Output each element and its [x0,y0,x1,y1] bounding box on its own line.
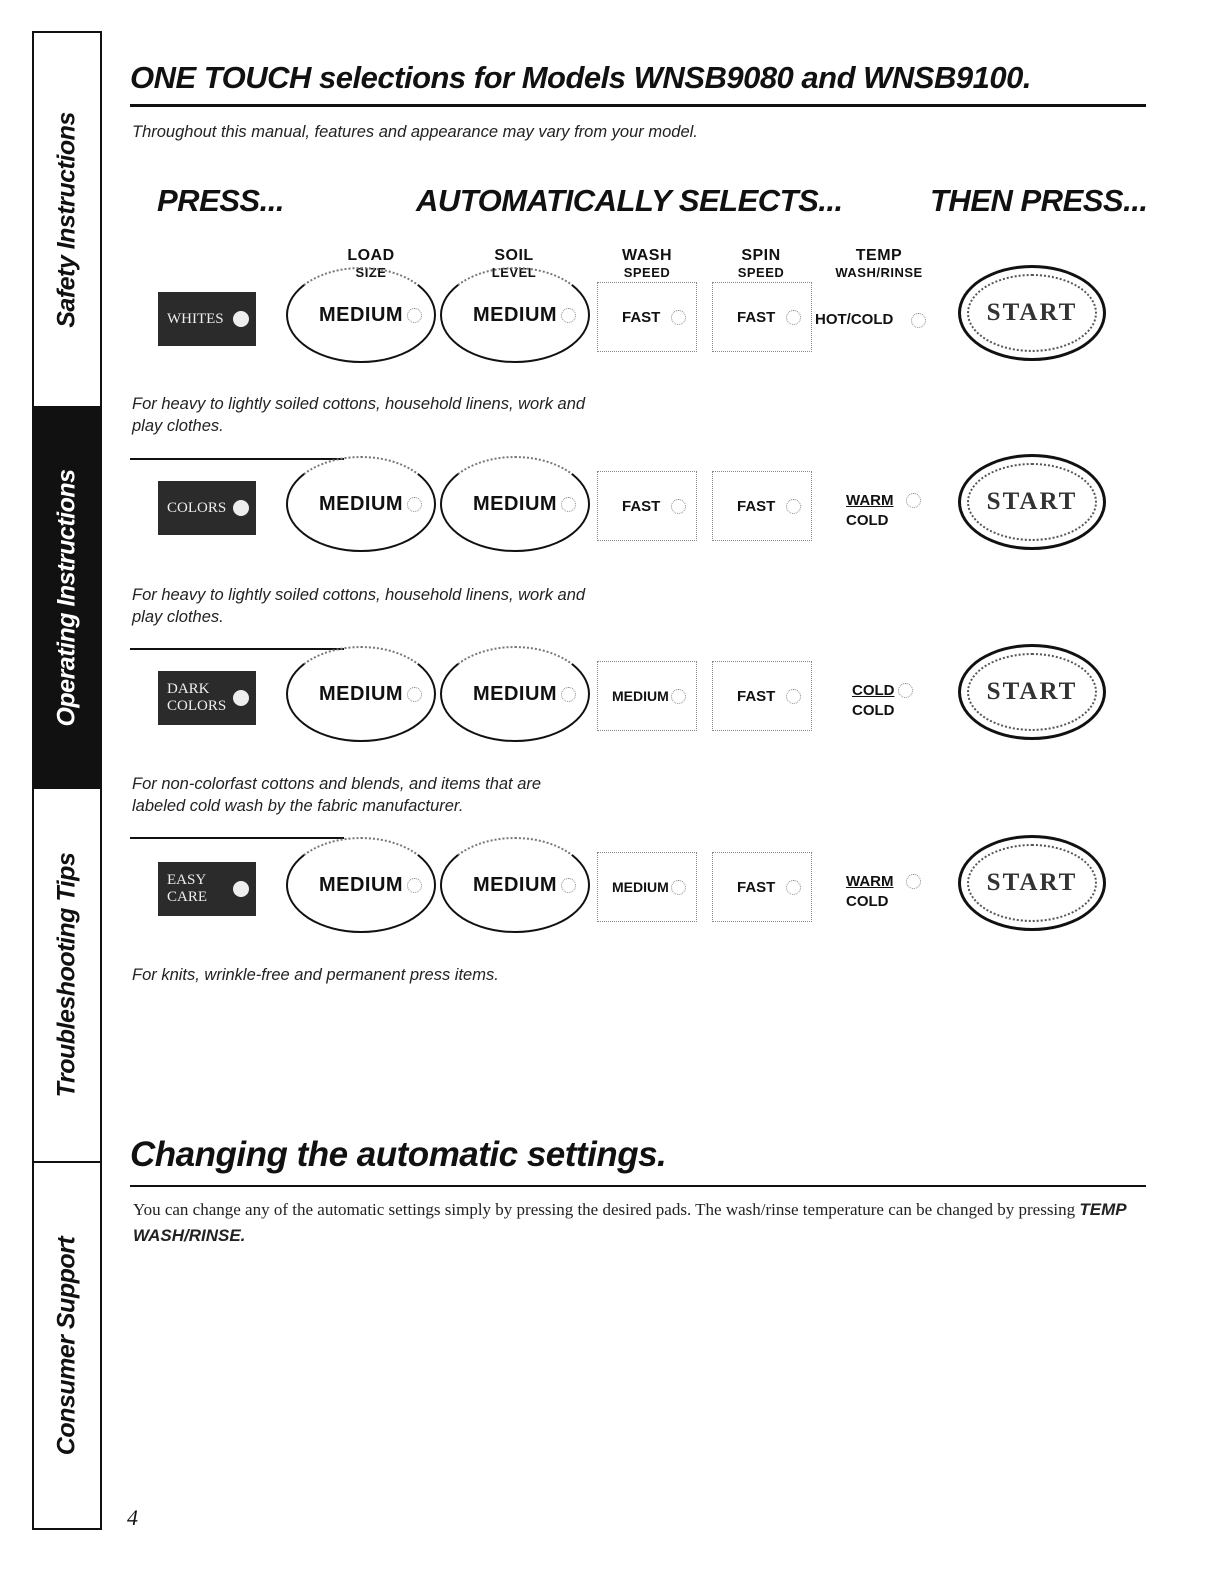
wash-speed-pad[interactable] [597,471,697,541]
cycle-button-label: WHITES [167,310,224,327]
wash-speed-pad[interactable] [597,661,697,731]
section-heading: Changing the automatic settings. [130,1135,667,1174]
indicator-light-icon [561,308,576,323]
soil-level-value: MEDIUM [472,492,558,515]
indicator-light-icon [407,497,422,512]
page-number: 4 [127,1505,138,1530]
program-description: For heavy to lightly soiled cottons, household linens, work and play clothes. [132,586,586,626]
tab-label: Operating Instructions [52,468,81,727]
indicator-light-icon [561,878,576,893]
program-row-colors [0,481,1211,671]
temp-pad[interactable] [852,681,895,721]
spin-speed-value: FAST [737,308,776,326]
soil-level-pad[interactable] [440,837,590,933]
intro-note: Throughout this manual, features and appearance may vary from your model. [132,123,698,141]
selector-label-line: LEVEL [491,265,537,280]
cycle-button-label: COLORS [167,499,227,516]
temp-pad[interactable] [815,310,893,330]
indicator-light-icon [911,313,926,328]
column-heading-press: PRESS... [157,183,284,218]
column-heading-then: THEN PRESS... [930,183,1148,218]
cycle-button-label: DARK COLORS [167,681,227,714]
tab-consumer-support[interactable] [34,1163,100,1528]
selector-label-spin-speed [724,247,798,281]
indicator-light-icon [233,311,249,327]
start-label: START [986,869,1078,896]
start-ring [967,844,1097,922]
start-button[interactable] [958,454,1106,550]
load-size-value: MEDIUM [318,873,404,896]
wash-speed-pad[interactable] [597,282,697,352]
start-label: START [986,488,1078,515]
selector-label-line: SOIL [494,247,534,264]
soil-level-pad[interactable] [440,267,590,363]
indicator-light-icon [233,500,249,516]
temp-value: COLD [846,512,889,529]
program-row-easy-care [0,862,1211,1052]
spin-speed-value: FAST [737,687,776,705]
selector-label-temp [822,247,936,281]
spin-speed-value: FAST [737,497,776,515]
row-separator [130,837,344,839]
indicator-light-icon [561,687,576,702]
section-body [133,1197,1133,1249]
selector-label-line: SIZE [355,265,387,280]
indicator-light-icon [671,499,686,514]
spin-speed-pad[interactable] [712,471,812,541]
wash-speed-value: FAST [622,497,661,515]
selector-label-line: WASH [622,247,672,264]
spin-speed-pad[interactable] [712,661,812,731]
temp-value: WARM [846,873,894,890]
soil-level-pad[interactable] [440,646,590,742]
indicator-light-icon [786,499,801,514]
indicator-light-icon [233,881,249,897]
indicator-light-icon [786,880,801,895]
indicator-light-icon [906,493,921,508]
indicator-light-icon [786,689,801,704]
wash-speed-value: FAST [622,308,661,326]
soil-level-value: MEDIUM [472,873,558,896]
start-ring [967,274,1097,352]
tab-label: Consumer Support [52,1236,81,1455]
program-description: For non-colorfast cottons and blends, and items that are labeled cold wash by the fabric manufacturer. [132,775,542,815]
start-ring [967,463,1097,541]
selector-label-line: LOAD [347,247,395,264]
temp-value: WARM [846,492,894,509]
load-size-pad[interactable] [286,456,436,552]
selector-label-line: SPEED [737,265,785,280]
start-ring [967,653,1097,731]
temp-pad[interactable] [846,872,894,912]
wash-speed-pad[interactable] [597,852,697,922]
indicator-light-icon [407,878,422,893]
selector-label-line: SPIN [741,247,781,264]
load-size-value: MEDIUM [318,682,404,705]
indicator-light-icon [671,310,686,325]
selector-label-line: WASH/RINSE [835,265,923,280]
title-rule [130,104,1146,107]
indicator-light-icon [671,880,686,895]
wash-speed-value: MEDIUM [612,688,669,704]
colors-button[interactable] [158,481,256,535]
load-size-pad[interactable] [286,837,436,933]
row-separator [130,458,344,460]
spin-speed-pad[interactable] [712,282,812,352]
indicator-light-icon [407,308,422,323]
indicator-light-icon [407,687,422,702]
tab-label: Troubleshooting Tips [52,852,81,1098]
indicator-light-icon [671,689,686,704]
wash-speed-value: MEDIUM [612,879,669,895]
program-description: For knits, wrinkle-free and permanent press items. [132,966,499,984]
soil-level-value: MEDIUM [472,682,558,705]
load-size-value: MEDIUM [318,492,404,515]
start-button[interactable] [958,265,1106,361]
temp-value: COLD [852,702,895,719]
dark-colors-button[interactable] [158,671,256,725]
program-row-dark-colors [0,671,1211,861]
row-separator [130,648,344,650]
start-label: START [986,678,1078,705]
easy-care-button[interactable] [158,862,256,916]
spin-speed-pad[interactable] [712,852,812,922]
soil-level-value: MEDIUM [472,303,558,326]
indicator-light-icon [786,310,801,325]
program-description: For heavy to lightly soiled cottons, household linens, work and play clothes. [132,395,586,435]
start-button[interactable] [958,835,1106,931]
temp-value: COLD [852,682,895,699]
selector-label-wash-speed [610,247,684,281]
column-heading-auto: AUTOMATICALLY SELECTS... [416,183,843,218]
selector-label-line: SPEED [623,265,671,280]
temp-pad[interactable] [846,491,894,531]
load-size-pad[interactable] [286,646,436,742]
indicator-light-icon [561,497,576,512]
load-size-pad[interactable] [286,267,436,363]
temp-value: COLD [846,893,889,910]
tab-label: Safety Instructions [52,111,81,328]
selector-label-line: TEMP [855,247,903,264]
temp-value: HOT/COLD [815,311,894,328]
start-label: START [986,299,1078,326]
indicator-light-icon [906,874,921,889]
body-text: You can change any of the automatic settings simply by pressing the desired pads. The wash/rinse temperature can be changed by pressing [133,1200,1076,1219]
soil-level-pad[interactable] [440,456,590,552]
section-rule [130,1185,1146,1187]
cycle-button-label: EASY CARE [167,872,208,905]
indicator-light-icon [233,690,249,706]
whites-button[interactable] [158,292,256,346]
load-size-value: MEDIUM [318,303,404,326]
start-button[interactable] [958,644,1106,740]
page-title: ONE TOUCH selections for Models WNSB9080 and WNSB9100. [130,60,1031,95]
indicator-light-icon [898,683,913,698]
emphasized-term: TEMP WASH/RINSE. [133,1200,1126,1245]
spin-speed-value: FAST [737,878,776,896]
